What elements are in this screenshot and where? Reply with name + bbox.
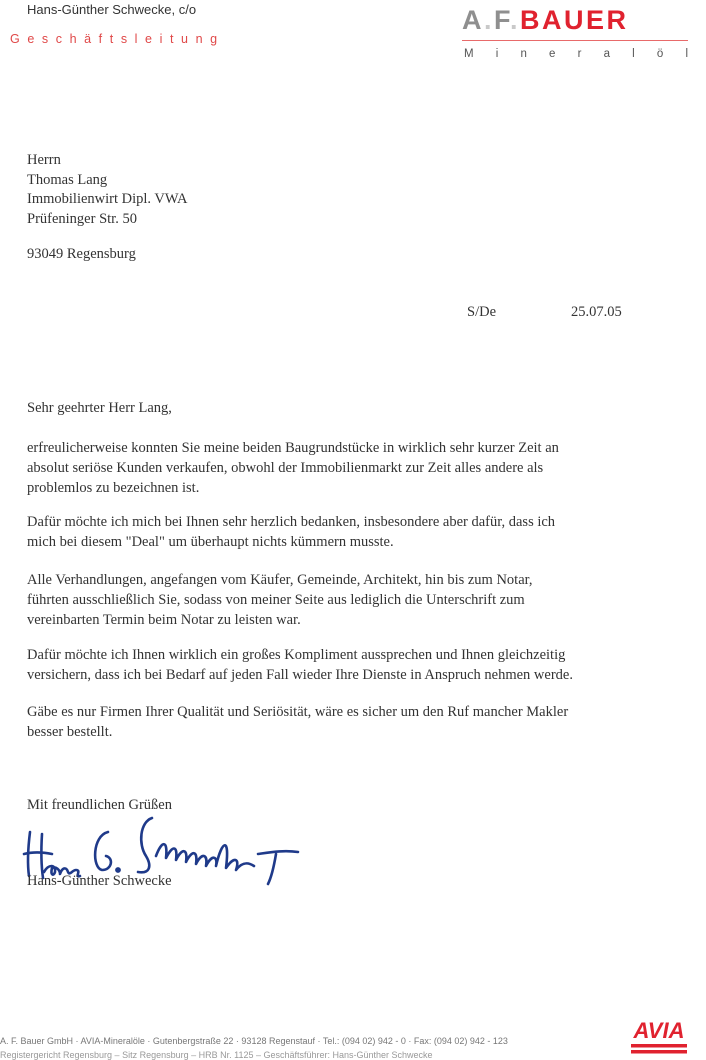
signatory-name: Hans-Günther Schwecke (27, 873, 172, 889)
brand-subtitle-letter: i (495, 48, 499, 60)
body-line: besser bestellt. (27, 723, 113, 740)
body-paragraph (27, 571, 697, 630)
avia-logo (629, 1016, 689, 1058)
body-paragraph (27, 646, 697, 686)
brand-subtitle-letter: M (464, 48, 474, 60)
footer-register-info: Registergericht Regensburg – Sitz Regensburg – HRB Nr. 1125 – Geschäftsführer: Hans-Günther Schwecke (0, 1050, 433, 1060)
recipient-name: Thomas Lang (27, 171, 108, 188)
body-line: führten ausschließlich Sie, sodass von meiner Seite aus lediglich die Unterschrift zum (27, 591, 525, 608)
reference-code: S/De (467, 304, 496, 320)
brand-subtitle-letter: l (685, 48, 688, 60)
brand-name: BAUER (520, 5, 629, 35)
brand-initial-a: A (462, 5, 484, 35)
brand-subtitle-letter: r (577, 48, 582, 60)
brand-subtitle-letter: l (632, 48, 635, 60)
recipient-title: Immobilienwirt Dipl. VWA (27, 191, 188, 207)
closing-phrase: Mit freundlichen Grüßen (27, 797, 172, 813)
brand-subtitle (464, 48, 688, 60)
brand-subtitle-letter: ö (656, 48, 664, 60)
brand-subtitle-letter: e (549, 48, 556, 60)
body-line: Alle Verhandlungen, angefangen vom Käufer, Gemeinde, Architekt, hin bis zum Notar, (27, 572, 533, 588)
recipient-address (27, 151, 187, 229)
recipient-salutation-line: Herrn (27, 152, 61, 168)
recipient-street: Prüfeninger Str. 50 (27, 210, 137, 227)
brand-divider (462, 40, 688, 41)
recipient-city: 93049 Regensburg (27, 246, 136, 262)
body-paragraph (27, 513, 697, 553)
sender-role: Geschäftsleitung (10, 32, 225, 46)
body-line: vereinbarten Termin beim Notar zu leisten war. (27, 611, 301, 628)
brand-subtitle-letter: n (520, 48, 527, 60)
salutation: Sehr geehrter Herr Lang, (27, 400, 172, 416)
company-logo: A.F.BAUER (462, 5, 629, 35)
body-line: problemlos zu bezeichnen ist. (27, 479, 200, 496)
body-line: mich bei diesem "Deal" um überhaupt nichts kümmern musste. (27, 533, 394, 550)
sender-name: Hans-Günther Schwecke, c/o (27, 2, 197, 17)
body-line: versichern, dass ich bei Bedarf auf jeden Fall wieder Ihre Dienste in Anspruch nehmen werde. (27, 666, 573, 683)
footer-company-info: A. F. Bauer GmbH · AVIA-Mineralöle · Gutenbergstraße 22 · 93128 Regenstauf · Tel.: (094 02) 942 - 0 · Fax: (094 02) 942 - 123 (0, 1036, 508, 1046)
body-paragraph (27, 439, 697, 498)
body-line: absolut seriöse Kunden verkaufen, obwohl der Immobilienmarkt zur Zeit alles andere als (27, 459, 544, 476)
brand-subtitle-letter: a (603, 48, 610, 60)
body-line: erfreulicherweise konnten Sie meine beiden Baugrundstücke in wirklich sehr kurzer Zeit an (27, 440, 559, 456)
body-line: Gäbe es nur Firmen Ihrer Qualität und Seriösität, wäre es sicher um den Ruf mancher Makler (27, 704, 569, 720)
body-line: Dafür möchte ich mich bei Ihnen sehr herzlich bedanken, insbesondere aber dafür, dass ich (27, 514, 556, 530)
letter-date: 25.07.05 (571, 304, 622, 320)
body-line: Dafür möchte ich Ihnen wirklich ein großes Kompliment aussprechen und Ihnen gleichzeitig (27, 647, 566, 663)
body-paragraph (27, 703, 697, 743)
avia-logo-text: AVIA (633, 1018, 685, 1043)
brand-initial-f: F (494, 5, 511, 35)
